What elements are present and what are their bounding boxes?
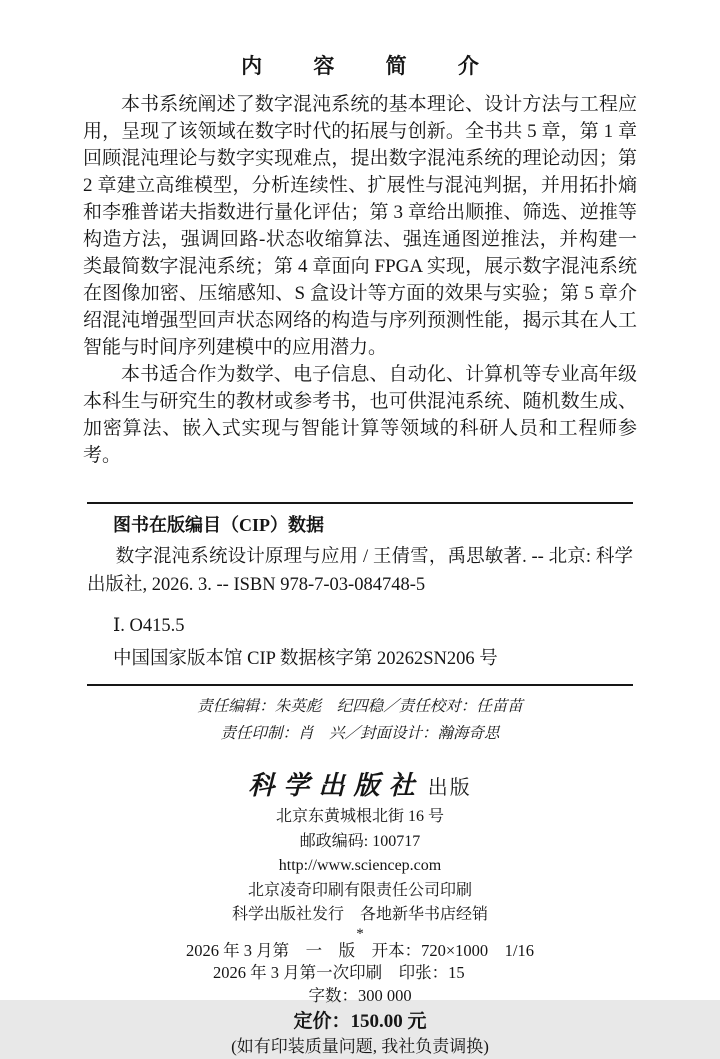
price-line: 定价：150.00 元 — [293, 1011, 427, 1032]
distribution-line: 科学出版社发行 各地新华书店经销 — [231, 906, 488, 923]
cip-box — [87, 502, 633, 686]
quality-note: (如有印装质量问题, 我社负责调换) — [231, 1037, 489, 1056]
intro-paragraph-2: 本书适合作为数学、电子信息、自动化、计算机等专业高年级本科生与研究生的教材或参考书，也可供混沌系统、随机数生成、加密算法、嵌入式实现与智能计算等领域的科研人员和工程师参考。 — [83, 364, 637, 466]
cip-classification: Ⅰ. O415.5 — [113, 616, 185, 636]
colophon — [0, 769, 720, 1059]
printer-line: 北京凌奇印刷有限责任公司印刷 — [247, 881, 472, 899]
content-summary — [83, 91, 637, 469]
publisher-address: 北京东黄城根北街 16 号 — [275, 808, 444, 825]
cip-record-number: 中国国家版本馆 CIP 数据核字第 20262SN206 号 — [113, 649, 498, 669]
page-title: 内 容 简 介 — [241, 55, 494, 78]
postal-code: 邮政编码: 100717 — [299, 832, 421, 850]
staff-credits — [0, 693, 720, 747]
intro-paragraph-1: 本书系统阐述了数字混沌系统的基本理论、设计方法与工程应用，呈现了该领域在数字时代的拓展与创新。全书共 5 章，第 1 章回顾混沌理论与数字实现难点，提出数字混沌系统的理论动因；第 2 章建立高维模型，分析连续性、扩展性与混沌判据，并用拓扑熵和李雅普诺夫指数进行量化评估；第 3 章给出顺推、筛选、逆推等构造方法，强调回路-状态收缩算法、强连通图逆推法，并构建一类最简数字混沌系统；第 4 章面向 FPGA 实现，展示数字混沌系统在图像加密、压缩感知、S 盒设计等方面的效果与实验；第 5 章介绍混沌增强型回声状态网络的构造与序列预测性能，揭示其在人工智能与时间序列建模中的应用潜力。 — [83, 94, 637, 358]
cip-heading: 图书在版编目（CIP）数据 — [113, 515, 324, 535]
word-count-line: 字数：300 000 — [308, 985, 412, 1005]
publisher-website: http://www.sciencep.com — [278, 857, 442, 874]
impression-line: 2026 年 3 月第一次印刷 印张：15 — [213, 963, 465, 982]
staff-production: 责任印制：肖 兴／封面设计：瀚海奇思 — [220, 725, 500, 742]
publisher-logo: 科学出版社 — [248, 771, 424, 800]
separator-star: * — [356, 925, 364, 942]
edition-line: 2026 年 3 月第 一 版 开本：720×1000 1/16 — [185, 940, 534, 960]
publisher-line — [0, 769, 720, 805]
cip-entry: 数字混沌系统设计原理与应用 / 王倩雪，禹思敏著. -- 北京: 科学出版社, 2026. 3. -- ISBN 978-7-03-084748-5 — [87, 547, 633, 595]
publisher-suffix: 出版 — [427, 777, 472, 799]
staff-editors: 责任编辑：朱英彪 纪四稳／责任校对：任苗苗 — [197, 698, 523, 715]
